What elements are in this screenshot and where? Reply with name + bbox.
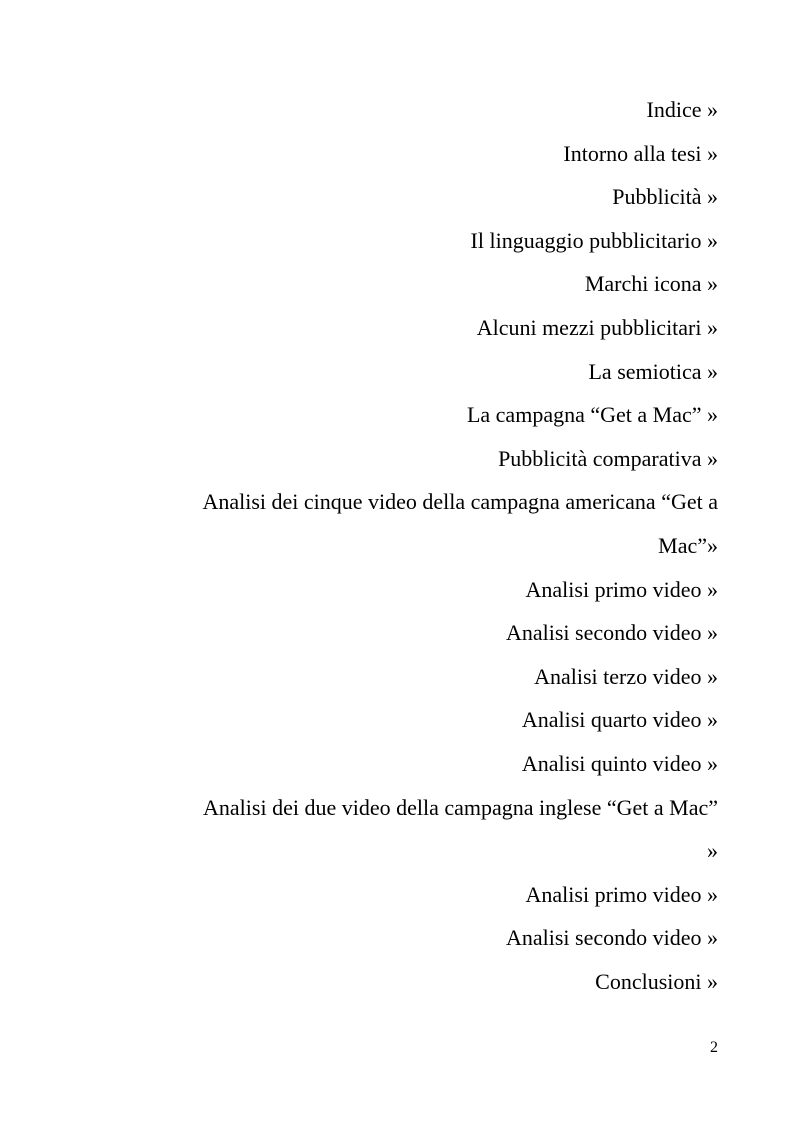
toc-link-analisi-cinque-video[interactable]: Analisi dei cinque video della campagna americana “Get a xyxy=(202,489,718,515)
toc-link-analisi-cinque-video-cont[interactable]: Mac”» xyxy=(658,532,718,558)
toc-link-conclusioni[interactable]: Conclusioni » xyxy=(595,968,718,994)
toc-link-mezzi-pubblicitari[interactable]: Alcuni mezzi pubblicitari » xyxy=(476,314,718,340)
toc-link-analisi-due-video-cont[interactable]: » xyxy=(707,838,718,864)
table-of-contents xyxy=(118,88,718,1003)
toc-link-analisi-secondo-video[interactable]: Analisi secondo video » xyxy=(505,620,718,646)
toc-link-campagna-get-a-mac[interactable]: La campagna “Get a Mac” » xyxy=(466,402,718,428)
toc-link-analisi-quinto-video[interactable]: Analisi quinto video » xyxy=(521,750,718,776)
toc-link-analisi-primo-video[interactable]: Analisi primo video » xyxy=(525,576,718,602)
toc-link-linguaggio-pubblicitario[interactable]: Il linguaggio pubblicitario » xyxy=(470,227,718,253)
toc-link-analisi-due-video[interactable]: Analisi dei due video della campagna inglese “Get a Mac” xyxy=(203,794,718,820)
toc-link-pubblicita-comparativa[interactable]: Pubblicità comparativa » xyxy=(498,445,718,471)
toc-link-semiotica[interactable]: La semiotica » xyxy=(588,358,718,384)
toc-link-indice[interactable]: Indice » xyxy=(646,97,718,122)
toc-link-intorno-alla-tesi[interactable]: Intorno alla tesi » xyxy=(563,140,718,166)
toc-link-analisi-terzo-video[interactable]: Analisi terzo video » xyxy=(534,663,718,689)
page-number: 2 xyxy=(710,1039,718,1056)
toc-link-analisi-primo-video-uk[interactable]: Analisi primo video » xyxy=(525,881,718,907)
toc-link-pubblicita[interactable]: Pubblicità » xyxy=(612,184,718,210)
toc-link-analisi-quarto-video[interactable]: Analisi quarto video » xyxy=(521,707,718,733)
toc-link-marchi-icona[interactable]: Marchi icona » xyxy=(584,271,718,297)
toc-link-analisi-secondo-video-uk[interactable]: Analisi secondo video » xyxy=(505,925,718,951)
